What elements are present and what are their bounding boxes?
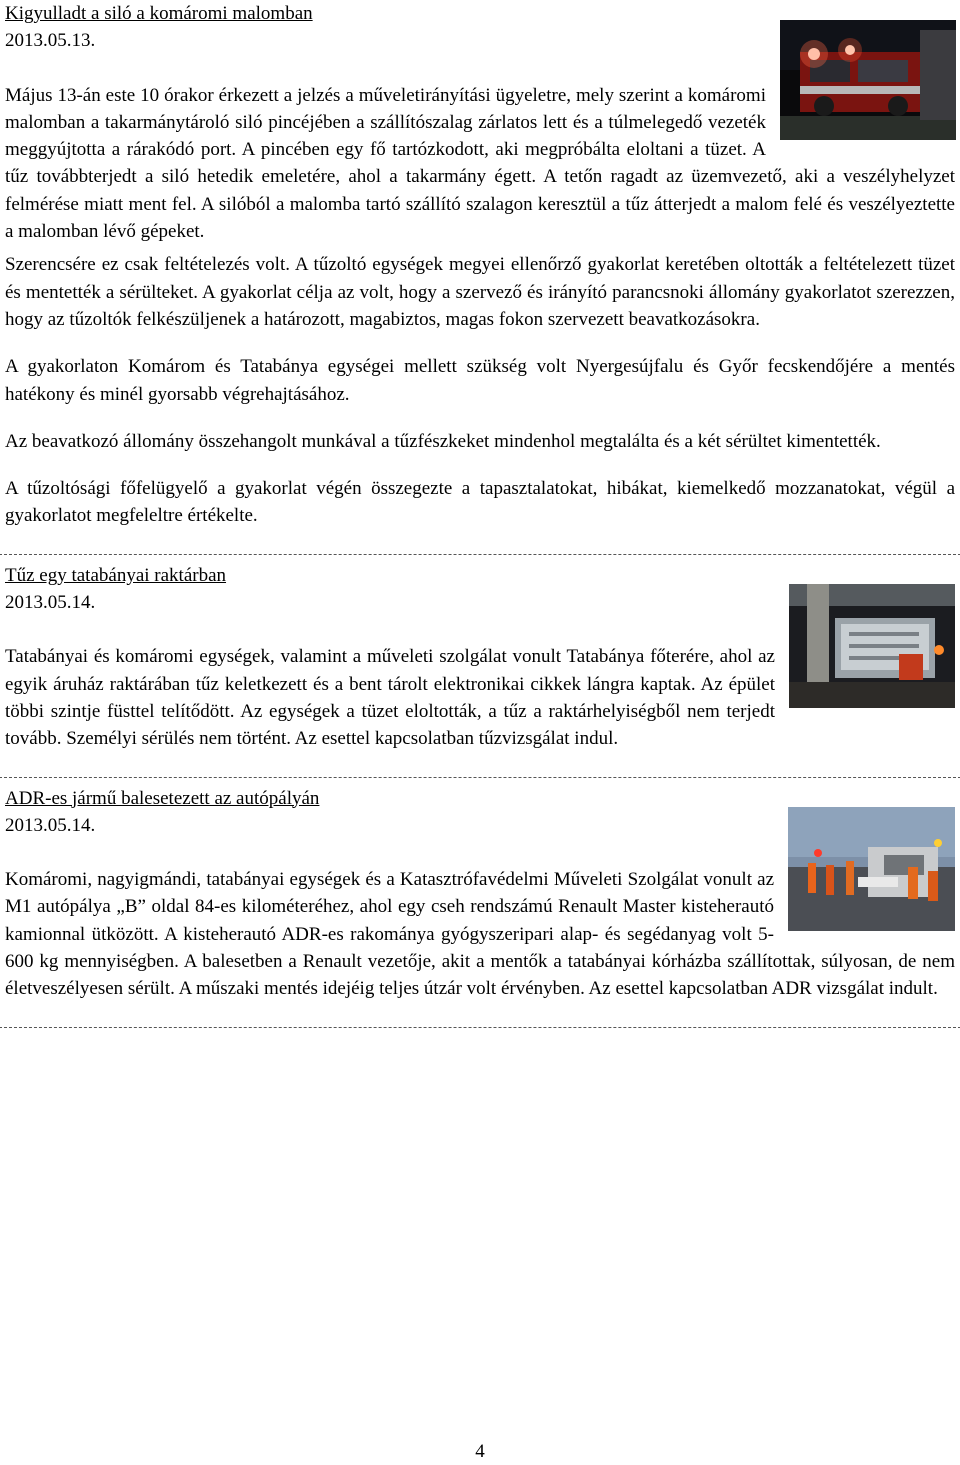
article-silo-fire (5, 0, 955, 530)
section-divider (0, 554, 960, 555)
article-warehouse-fire (5, 562, 955, 753)
photo-fire-truck-night (780, 20, 956, 140)
article-adr-accident (5, 785, 955, 1003)
article-paragraph: Tatabányai és komáromi egységek, valamint a műveleti szolgálat vonult Tatabánya főterére, ahol az egyik áruház raktárában tűz keletkezett és a bent tárolt elektronikai cikkek lángra kaptak. Az épület többi szintje füsttel telítődött. Az egységek a tüzet eloltották, a tűz a raktárhelyiségből nem terjedt tovább. Személyi sérülés nem történt. Az esettel kapcsolatban tűzvizsgálat indul. (5, 646, 775, 750)
section-divider (0, 777, 960, 778)
article-paragraph: A tűzoltósági főfelügyelő a gyakorlat végén összegezte a tapasztalatokat, hibákat, kiemelkedő mozzanatokat, végül a gyakorlatot megfeleltre értékelte. (5, 478, 955, 527)
photo-warehouse-fire (789, 584, 955, 708)
article-paragraph: Szerencsére ez csak feltételezés volt. A tűzoltó egységek megyei ellenőrző gyakorlat keretében oltották a feltételezett tüzet és mentették a sérülteket. A gyakorlat célja az volt, hogy a szervező és irányító parancsnoki állomány gyakorlatot szerezzen, hogy az tűzoltók felkészüljenek a határozott, magabiztos, magas fokon szervezett beavatkozásokra. (5, 254, 955, 330)
article-title[interactable]: ADR-es jármű balesetezett az autópályán (5, 787, 320, 809)
article-date: 2013.05.13. (5, 30, 96, 52)
article-paragraph: Komáromi, nagyigmándi, tatabányai egységek és a Katasztrófavédelmi Műveleti Szolgálat vonult az M1 autópálya „B” oldal 84-es kilométeréhez, ahol egy cseh rendszámú Renault Master kisteherautó kamionnal ütközött. A kisteherautó ADR-es rakománya gyógyszeripari alap- és segédanyag volt 5-600 kg mennyiségben. A balesetben a Renault vezetője, akit a mentők a tatabányai kórházba szállítottak, súlyosan, de nem életveszélyesen sérült. A műszaki mentés idejéig teljes útzár volt érvényben. Az esettel kapcsolatban ADR vizsgálat indult. (5, 869, 955, 1000)
article-title[interactable]: Kigyulladt a siló a komáromi malomban (5, 3, 313, 24)
article-date: 2013.05.14. (5, 592, 96, 614)
section-divider (0, 1027, 960, 1028)
article-paragraph: Május 13-án este 10 órakor érkezett a jelzés a műveletirányítási ügyeletre, mely szerint a komáromi malomban a takarmánytároló siló pincéjében a szállítószalag zárlatos lett és a túlmelegedő vezeték meggyújtotta a rárakódó port. A pincében egy fő tartózkodott, aki megpróbálta eloltani a tüzet. A tűz továbbterjedt a siló hetedik emeletére, ahol a takarmány égett. A tetőn ragadt az üzemvezető, aki a veszélyhelyzet felmérése miatt ment fel. A silóból a malomba tartó szállító szalagon keresztül a tűz átterjedt a malom felé és veszélyeztette a malomban lévő gépeket. (5, 84, 955, 243)
article-paragraph: A gyakorlaton Komárom és Tatabánya egységei mellett szükség volt Nyergesújfalu és Győr fecskendőjére a mentés hatékony és minél gyorsabb végrehajtásához. (5, 356, 955, 405)
page-number: 4 (475, 1441, 485, 1462)
article-paragraph: Az beavatkozó állomány összehangolt munkával a tűzfészkeket mindenhol megtalálta és a két sérültet kimentették. (5, 430, 881, 452)
photo-highway-accident (788, 807, 955, 931)
article-date: 2013.05.14. (5, 814, 96, 836)
article-title[interactable]: Tűz egy tatabányai raktárban (5, 564, 227, 586)
document-page (5, 0, 955, 1028)
